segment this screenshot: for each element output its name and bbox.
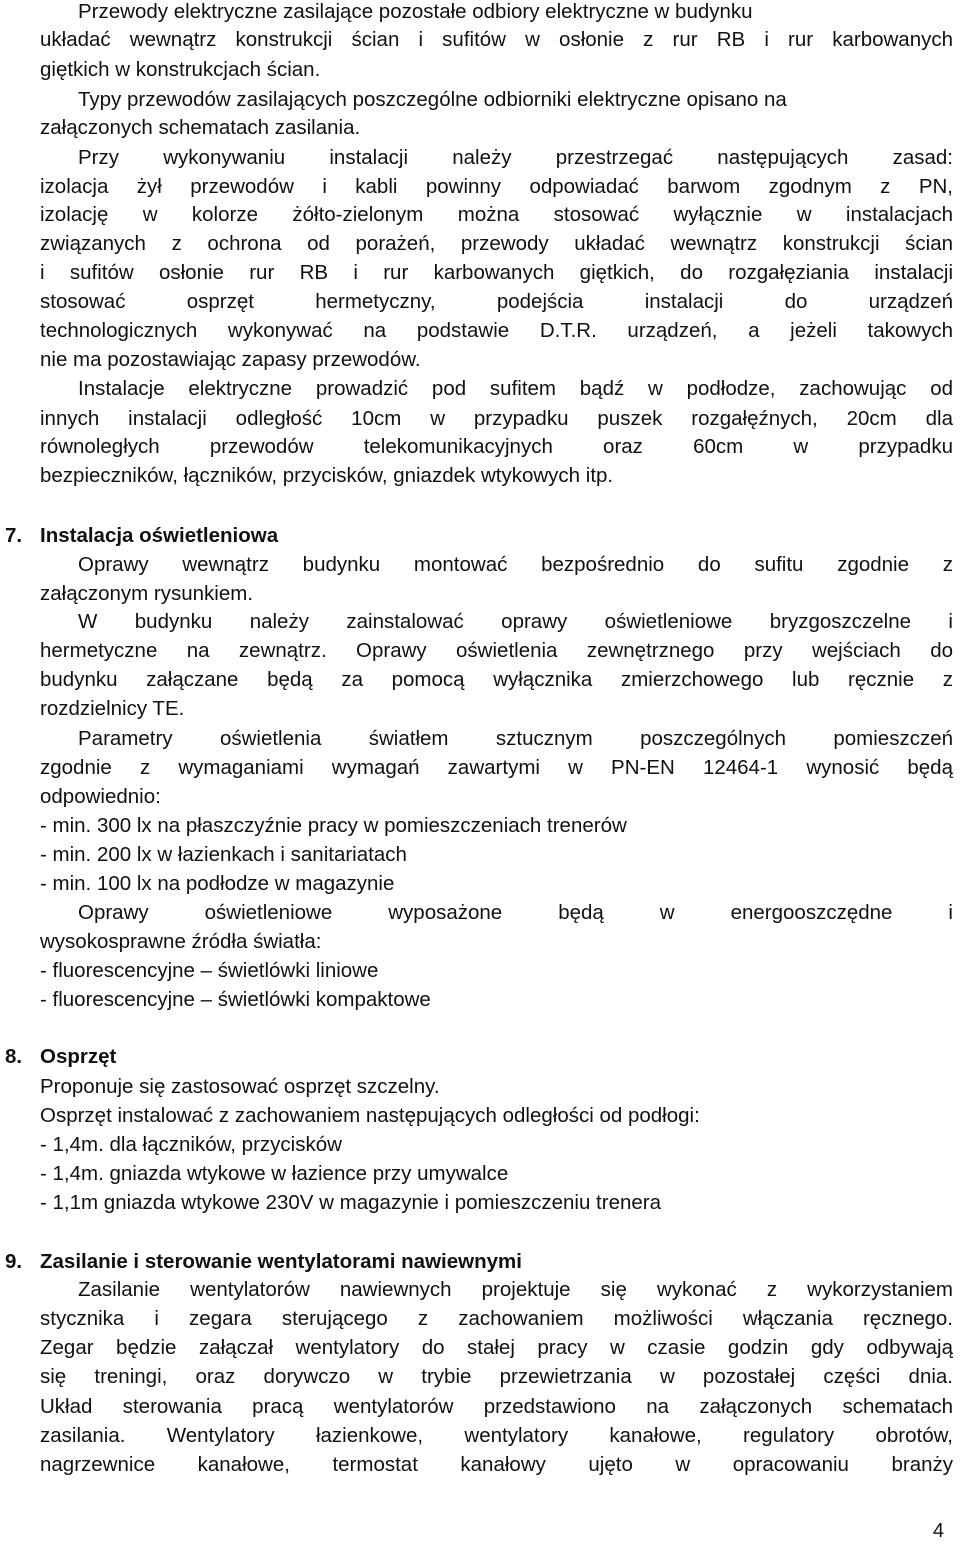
intro-line-7: izolacja żył przewodów i kabli powinny odpowiadać barwom zgodnym z PN, bbox=[40, 175, 953, 198]
section-7-line-7: Parametry oświetlenia światłem sztucznym poszczególnych pomieszczeń bbox=[78, 727, 953, 750]
intro-line-16: równoległych przewodów telekomunikacyjnych oraz 60cm w przypadku bbox=[40, 435, 953, 458]
section-8-line-1: Proponuje się zastosować osprzęt szczelny. bbox=[40, 1075, 440, 1098]
section-7-line-13: Oprawy oświetleniowe wyposażone będą w energooszczędne i bbox=[78, 901, 953, 924]
section-7-line-2: załączonym rysunkiem. bbox=[40, 582, 254, 605]
section-7-heading: Instalacja oświetleniowa bbox=[40, 524, 279, 547]
section-8-list-item-3: - 1,1m gniazda wtykowe 230V w magazynie i pomieszczeniu trenera bbox=[40, 1191, 661, 1214]
section-9-line-3: Zegar będzie załączał wentylatory do stałej pracy w czasie godzin gdy odbywają bbox=[40, 1336, 953, 1359]
section-7-list-item-4: - fluorescencyjne – świetlówki liniowe bbox=[40, 959, 379, 982]
section-7-list-item-3: - min. 100 lx na podłodze w magazynie bbox=[40, 872, 395, 895]
section-8-heading: Osprzęt bbox=[40, 1045, 117, 1068]
section-7-list-item-1: - min. 300 lx na płaszczyźnie pracy w pomieszczeniach trenerów bbox=[40, 814, 627, 837]
section-9-line-1: Zasilanie wentylatorów nawiewnych projektuje się wykonać z wykorzystaniem bbox=[78, 1278, 953, 1301]
section-8-list-item-1: - 1,4m. dla łączników, przycisków bbox=[40, 1133, 342, 1156]
section-7-line-8: zgodnie z wymaganiami wymagań zawartymi w PN-EN 12464-1 wynosić będą bbox=[40, 756, 953, 779]
section-9-line-5: Układ sterowania pracą wentylatorów przedstawiono na załączonych schematach bbox=[40, 1395, 953, 1418]
intro-line-9: związanych z ochrona od porażeń, przewody układać wewnątrz konstrukcji ścian bbox=[40, 232, 953, 255]
intro-line-1: Przewody elektryczne zasilające pozostałe odbiory elektryczne w budynku bbox=[78, 0, 753, 23]
section-7-line-9: odpowiednio: bbox=[40, 785, 161, 808]
intro-line-8: izolację w kolorze żółto-zielonym można stosować wyłącznie w instalacjach bbox=[40, 203, 953, 226]
intro-line-10: i sufitów osłonie rur RB i rur karbowanych giętkich, do rozgałęziania instalacji bbox=[40, 261, 953, 284]
page-number: 4 bbox=[932, 1520, 944, 1542]
intro-line-13: nie ma pozostawiając zapasy przewodów. bbox=[40, 348, 421, 371]
intro-line-4: Typy przewodów zasilających poszczególne odbiorniki elektryczne opisano na bbox=[78, 88, 787, 111]
section-8-line-2: Osprzęt instalować z zachowaniem następujących odległości od podłogi: bbox=[40, 1104, 700, 1127]
section-9-heading: Zasilanie i sterowanie wentylatorami nawiewnymi bbox=[40, 1250, 522, 1273]
section-7-line-4: hermetyczne na zewnątrz. Oprawy oświetlenia zewnętrznego przy wejściach do bbox=[40, 639, 953, 662]
intro-line-3: giętkich w konstrukcjach ścian. bbox=[40, 58, 321, 81]
section-7-list-item-2: - min. 200 lx w łazienkach i sanitariatach bbox=[40, 843, 407, 866]
section-7-number: 7. bbox=[5, 524, 23, 547]
section-7-line-1: Oprawy wewnątrz budynku montować bezpośrednio do sufitu zgodnie z bbox=[78, 553, 953, 576]
intro-line-15: innych instalacji odległość 10cm w przypadku puszek rozgałęźnych, 20cm dla bbox=[40, 407, 953, 430]
intro-line-6: Przy wykonywaniu instalacji należy przestrzegać następujących zasad: bbox=[78, 146, 953, 169]
intro-line-14: Instalacje elektryczne prowadzić pod sufitem bądź w podłodze, zachowując od bbox=[78, 377, 953, 400]
section-8-list-item-2: - 1,4m. gniazda wtykowe w łazience przy umywalce bbox=[40, 1162, 509, 1185]
intro-line-17: bezpieczników, łączników, przycisków, gniazdek wtykowych itp. bbox=[40, 464, 614, 487]
intro-line-5: załączonych schematach zasilania. bbox=[40, 116, 361, 139]
intro-line-2: układać wewnątrz konstrukcji ścian i sufitów w osłonie z rur RB i rur karbowanych bbox=[40, 28, 953, 51]
section-9-line-2: stycznika i zegara sterującego z zachowaniem możliwości włączania ręcznego. bbox=[40, 1307, 953, 1330]
section-7-line-3: W budynku należy zainstalować oprawy oświetleniowe bryzgoszczelne i bbox=[78, 610, 953, 633]
section-9-line-4: się treningi, oraz dorywczo w trybie przewietrzania w pozostałej części dnia. bbox=[40, 1365, 953, 1388]
section-7-line-14: wysokosprawne źródła światła: bbox=[40, 930, 322, 953]
section-9-number: 9. bbox=[5, 1250, 23, 1273]
section-9-line-6: zasilania. Wentylatory łazienkowe, wentylatory kanałowe, regulatory obrotów, bbox=[40, 1424, 953, 1447]
section-7-line-6: rozdzielnicy TE. bbox=[40, 697, 185, 720]
section-9-line-7: nagrzewnice kanałowe, termostat kanałowy ujęto w opracowaniu branży bbox=[40, 1453, 953, 1476]
section-7-list-item-5: - fluorescencyjne – świetlówki kompaktowe bbox=[40, 988, 431, 1011]
intro-line-11: stosować osprzęt hermetyczny, podejścia instalacji do urządzeń bbox=[40, 290, 953, 313]
section-7-line-5: budynku załączane będą za pomocą wyłącznika zmierzchowego lub ręcznie z bbox=[40, 668, 953, 691]
section-8-number: 8. bbox=[5, 1045, 23, 1068]
intro-line-12: technologicznych wykonywać na podstawie D.T.R. urządzeń, a jeżeli takowych bbox=[40, 319, 953, 342]
